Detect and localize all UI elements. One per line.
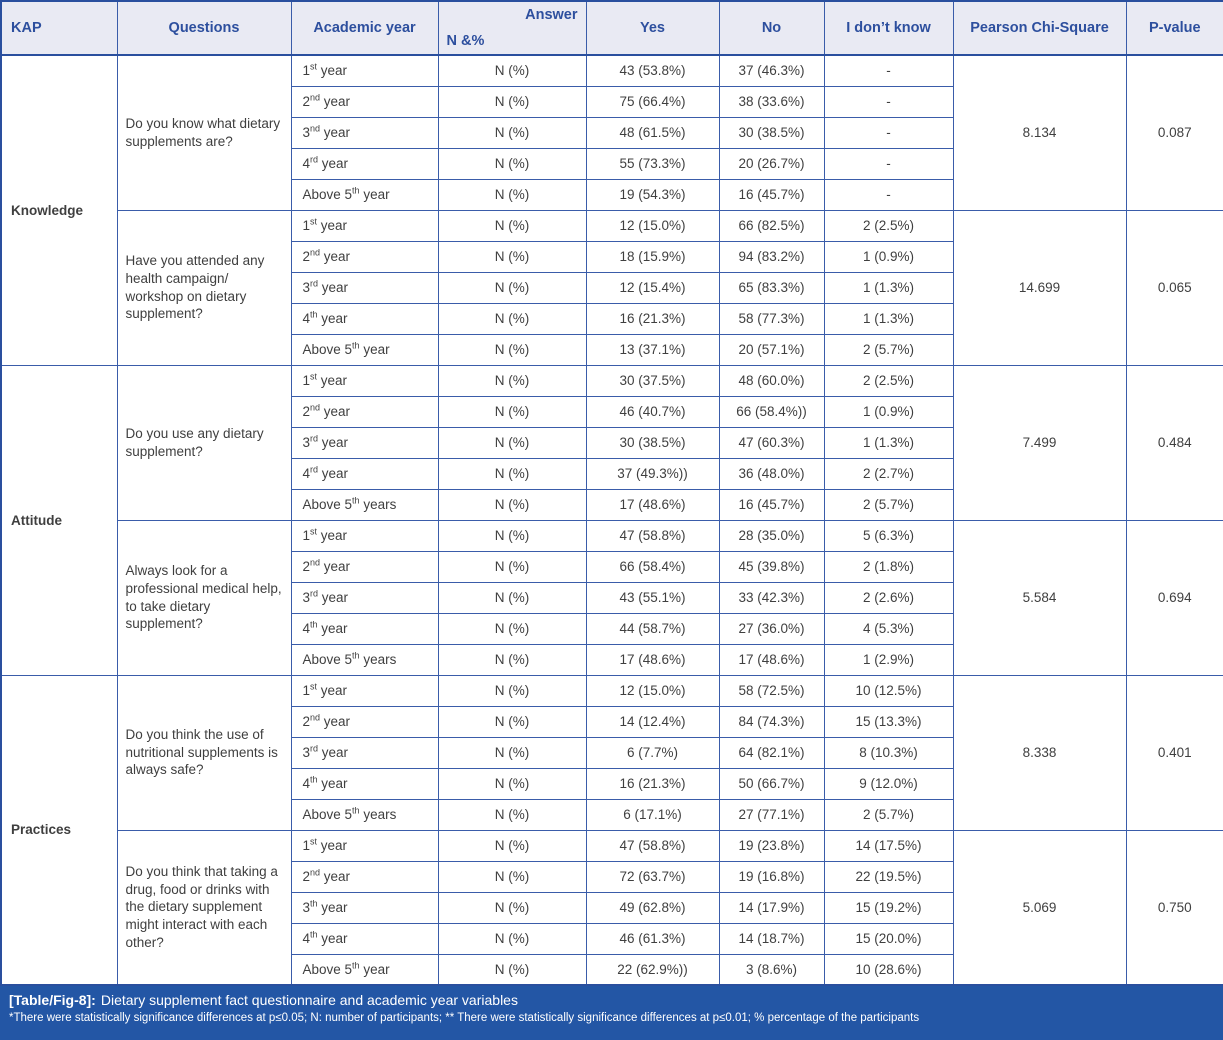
- n-percent-cell: N (%): [438, 179, 586, 210]
- n-percent-cell: N (%): [438, 768, 586, 799]
- chi-square-cell: 5.584: [953, 520, 1126, 675]
- year-word: year: [318, 745, 349, 760]
- year-ordinal: 3: [302, 125, 311, 140]
- idk-value-cell: 1 (1.3%): [824, 303, 953, 334]
- year-ordinal: 4: [302, 621, 311, 636]
- year-ordinal-suffix: th: [352, 495, 360, 506]
- no-value-cell: 27 (77.1%): [719, 799, 824, 830]
- year-word: year: [318, 466, 349, 481]
- year-word: year: [320, 249, 351, 264]
- no-value-cell: 19 (23.8%): [719, 830, 824, 861]
- idk-value-cell: 15 (19.2%): [824, 892, 953, 923]
- n-percent-cell: N (%): [438, 613, 586, 644]
- chi-square-cell: 14.699: [953, 210, 1126, 365]
- year-word: year: [317, 931, 348, 946]
- year-word: year: [317, 218, 348, 233]
- year-word: year: [317, 776, 348, 791]
- table-row: [1, 675, 1223, 706]
- year-ordinal: 3: [302, 590, 311, 605]
- n-percent-cell: N (%): [438, 954, 586, 985]
- academic-year-cell: [291, 117, 438, 148]
- idk-value-cell: 1 (0.9%): [824, 396, 953, 427]
- year-ordinal: 1: [302, 218, 311, 233]
- n-percent-cell: N (%): [438, 520, 586, 551]
- kap-cell: Practices: [1, 675, 117, 985]
- year-ordinal-suffix: st: [310, 681, 318, 692]
- academic-year-cell: [291, 892, 438, 923]
- year-ordinal-suffix: nd: [310, 247, 321, 258]
- question-cell: Do you think that taking a drug, food or drinks with the dietary supplement might interact with each other?: [117, 830, 291, 985]
- academic-year-cell: [291, 830, 438, 861]
- year-word: year: [318, 280, 349, 295]
- n-percent-cell: N (%): [438, 799, 586, 830]
- academic-year-cell: [291, 396, 438, 427]
- year-ordinal: 4: [302, 311, 311, 326]
- year-ordinal: 4: [302, 466, 311, 481]
- table-caption-label: [Table/Fig-8]:: [9, 992, 96, 1008]
- no-value-cell: 16 (45.7%): [719, 489, 824, 520]
- year-word: year: [317, 838, 348, 853]
- year-word: year: [320, 869, 351, 884]
- year-ordinal: 2: [302, 249, 311, 264]
- table-body: [1, 55, 1223, 985]
- idk-value-cell: 15 (20.0%): [824, 923, 953, 954]
- year-ordinal-suffix: th: [352, 650, 360, 661]
- yes-value-cell: 30 (37.5%): [586, 365, 719, 396]
- yes-value-cell: 12 (15.0%): [586, 210, 719, 241]
- year-ordinal-suffix: rd: [310, 588, 319, 599]
- no-value-cell: 16 (45.7%): [719, 179, 824, 210]
- year-word: year: [317, 621, 348, 636]
- year-word: year: [318, 156, 349, 171]
- year-ordinal-suffix: th: [310, 774, 318, 785]
- n-percent-cell: N (%): [438, 644, 586, 675]
- yes-value-cell: 43 (55.1%): [586, 582, 719, 613]
- year-ordinal-suffix: th: [352, 805, 360, 816]
- year-word: years: [359, 652, 397, 667]
- year-ordinal: 1: [302, 838, 311, 853]
- idk-value-cell: 1 (2.9%): [824, 644, 953, 675]
- yes-value-cell: 46 (40.7%): [586, 396, 719, 427]
- year-ordinal: 1: [302, 373, 311, 388]
- yes-value-cell: 22 (62.9%)): [586, 954, 719, 985]
- year-ordinal: 3: [302, 280, 311, 295]
- year-ordinal: Above 5: [302, 187, 353, 202]
- answer-label: Answer: [525, 7, 578, 23]
- idk-value-cell: 2 (1.8%): [824, 551, 953, 582]
- year-ordinal: 1: [302, 528, 311, 543]
- n-percent-cell: N (%): [438, 241, 586, 272]
- academic-year-cell: [291, 613, 438, 644]
- no-value-cell: 28 (35.0%): [719, 520, 824, 551]
- table-caption-text: Dietary supplement fact questionnaire and academic year variables: [100, 992, 518, 1008]
- idk-value-cell: 10 (12.5%): [824, 675, 953, 706]
- academic-year-cell: [291, 799, 438, 830]
- academic-year-cell: [291, 706, 438, 737]
- table-row: [1, 365, 1223, 396]
- year-ordinal: 2: [302, 559, 311, 574]
- n-percent-cell: N (%): [438, 582, 586, 613]
- yes-value-cell: 48 (61.5%): [586, 117, 719, 148]
- academic-year-cell: [291, 334, 438, 365]
- questions-column-header: Questions: [117, 1, 291, 55]
- year-ordinal: 2: [302, 714, 311, 729]
- year-word: year: [320, 125, 351, 140]
- yes-value-cell: 43 (53.8%): [586, 55, 719, 86]
- idk-value-cell: 2 (5.7%): [824, 334, 953, 365]
- yes-value-cell: 17 (48.6%): [586, 644, 719, 675]
- n-percent-cell: N (%): [438, 458, 586, 489]
- answer-n-percent-header: [438, 1, 586, 55]
- year-ordinal-suffix: th: [352, 185, 360, 196]
- year-ordinal: 1: [302, 63, 311, 79]
- idk-value-cell: 4 (5.3%): [824, 613, 953, 644]
- no-value-cell: 30 (38.5%): [719, 117, 824, 148]
- year-ordinal-suffix: th: [352, 960, 360, 971]
- year-word: year: [359, 187, 390, 202]
- kap-cell: Knowledge: [1, 55, 117, 365]
- n-percent-cell: N (%): [438, 272, 586, 303]
- year-ordinal-suffix: nd: [310, 402, 321, 413]
- year-word: year: [317, 683, 348, 698]
- idk-value-cell: 2 (2.7%): [824, 458, 953, 489]
- idk-value-cell: 5 (6.3%): [824, 520, 953, 551]
- idk-value-cell: 1 (1.3%): [824, 427, 953, 458]
- table-row: [1, 210, 1223, 241]
- year-word: year: [318, 590, 349, 605]
- idk-value-cell: 2 (2.5%): [824, 210, 953, 241]
- no-value-cell: 33 (42.3%): [719, 582, 824, 613]
- table-caption-band: [0, 986, 1223, 1040]
- n-percent-cell: N (%): [438, 706, 586, 737]
- year-word: year: [359, 961, 390, 977]
- year-ordinal-suffix: th: [352, 340, 360, 351]
- academic-year-cell: [291, 303, 438, 334]
- year-ordinal-suffix: nd: [310, 92, 321, 103]
- year-word: years: [359, 807, 397, 822]
- chi-square-cell: 8.338: [953, 675, 1126, 830]
- pvalue-column-header: P-value: [1126, 1, 1223, 55]
- idk-value-cell: 2 (2.6%): [824, 582, 953, 613]
- academic-year-column-header: Academic year: [291, 1, 438, 55]
- year-ordinal: 2: [302, 94, 311, 109]
- n-percent-cell: N (%): [438, 551, 586, 582]
- n-percent-cell: N (%): [438, 334, 586, 365]
- year-word: year: [317, 373, 348, 388]
- yes-value-cell: 12 (15.4%): [586, 272, 719, 303]
- n-percent-cell: N (%): [438, 117, 586, 148]
- n-percent-cell: N (%): [438, 396, 586, 427]
- chi-square-column-header: Pearson Chi-Square: [953, 1, 1126, 55]
- academic-year-cell: [291, 458, 438, 489]
- year-word: year: [320, 94, 351, 109]
- year-ordinal-suffix: th: [310, 619, 318, 630]
- year-word: year: [317, 900, 348, 915]
- no-value-cell: 64 (82.1%): [719, 737, 824, 768]
- year-ordinal-suffix: st: [310, 371, 318, 382]
- year-ordinal-suffix: nd: [310, 557, 321, 568]
- year-word: year: [317, 63, 348, 79]
- year-ordinal-suffix: st: [310, 836, 318, 847]
- academic-year-cell: [291, 148, 438, 179]
- year-word: year: [317, 311, 348, 326]
- academic-year-cell: [291, 923, 438, 954]
- year-ordinal-suffix: rd: [310, 743, 319, 754]
- no-value-cell: 27 (36.0%): [719, 613, 824, 644]
- question-cell: Do you use any dietary supplement?: [117, 365, 291, 520]
- year-ordinal-suffix: th: [310, 309, 318, 320]
- idk-value-cell: 14 (17.5%): [824, 830, 953, 861]
- idk-value-cell: -: [824, 179, 953, 210]
- no-value-cell: 17 (48.6%): [719, 644, 824, 675]
- pvalue-cell: 0.087: [1126, 55, 1223, 210]
- idk-value-cell: 22 (19.5%): [824, 861, 953, 892]
- pvalue-cell: 0.065: [1126, 210, 1223, 365]
- pvalue-cell: 0.401: [1126, 675, 1223, 830]
- yes-value-cell: 30 (38.5%): [586, 427, 719, 458]
- year-ordinal: 3: [302, 435, 311, 450]
- academic-year-cell: [291, 644, 438, 675]
- year-ordinal-suffix: nd: [310, 712, 321, 723]
- year-word: year: [320, 404, 351, 419]
- academic-year-cell: [291, 954, 438, 985]
- yes-value-cell: 13 (37.1%): [586, 334, 719, 365]
- no-value-cell: 20 (26.7%): [719, 148, 824, 179]
- question-cell: Do you know what dietary supplements are?: [117, 55, 291, 210]
- no-value-cell: 58 (72.5%): [719, 675, 824, 706]
- academic-year-cell: [291, 768, 438, 799]
- no-value-cell: 3 (8.6%): [719, 954, 824, 985]
- chi-square-cell: 5.069: [953, 830, 1126, 985]
- idk-value-cell: 15 (13.3%): [824, 706, 953, 737]
- table-row: [1, 55, 1223, 86]
- year-ordinal: Above 5: [302, 961, 353, 977]
- year-ordinal-suffix: th: [310, 929, 318, 940]
- no-value-cell: 48 (60.0%): [719, 365, 824, 396]
- year-ordinal: 3: [302, 745, 311, 760]
- table-row: [1, 520, 1223, 551]
- pvalue-cell: 0.694: [1126, 520, 1223, 675]
- no-value-cell: 37 (46.3%): [719, 55, 824, 86]
- academic-year-cell: [291, 86, 438, 117]
- year-ordinal-suffix: st: [310, 216, 318, 227]
- year-word: year: [320, 714, 351, 729]
- idk-value-cell: 8 (10.3%): [824, 737, 953, 768]
- yes-value-cell: 75 (66.4%): [586, 86, 719, 117]
- chi-square-cell: 8.134: [953, 55, 1126, 210]
- yes-value-cell: 47 (58.8%): [586, 830, 719, 861]
- kap-cell: Attitude: [1, 365, 117, 675]
- pvalue-cell: 0.484: [1126, 365, 1223, 520]
- idk-value-cell: -: [824, 86, 953, 117]
- kap-column-header: KAP: [1, 1, 117, 55]
- yes-value-cell: 47 (58.8%): [586, 520, 719, 551]
- n-percent-cell: N (%): [438, 365, 586, 396]
- n-percent-cell: N (%): [438, 210, 586, 241]
- table-caption: [9, 991, 1214, 1010]
- no-value-cell: 45 (39.8%): [719, 551, 824, 582]
- year-word: year: [359, 342, 390, 357]
- idk-value-cell: -: [824, 148, 953, 179]
- pvalue-cell: 0.750: [1126, 830, 1223, 985]
- idk-value-cell: -: [824, 55, 953, 86]
- yes-value-cell: 55 (73.3%): [586, 148, 719, 179]
- n-percent-cell: N (%): [438, 427, 586, 458]
- no-value-cell: 47 (60.3%): [719, 427, 824, 458]
- idk-value-cell: 1 (0.9%): [824, 241, 953, 272]
- yes-value-cell: 19 (54.3%): [586, 179, 719, 210]
- academic-year-cell: [291, 55, 438, 86]
- table-footnote: *There were statistically significance differences at p≤0.05; N: number of participants; ** There were statistically significance differences at p≤0.01; % percentage of the participants: [9, 1011, 920, 1024]
- question-cell: Do you think the use of nutritional supplements is always safe?: [117, 675, 291, 830]
- idk-value-cell: 1 (1.3%): [824, 272, 953, 303]
- n-percent-cell: N (%): [438, 489, 586, 520]
- year-ordinal-suffix: rd: [310, 464, 319, 475]
- question-cell: Always look for a professional medical help, to take dietary supplement?: [117, 520, 291, 675]
- year-ordinal-suffix: rd: [310, 433, 319, 444]
- academic-year-cell: [291, 582, 438, 613]
- chi-square-cell: 7.499: [953, 365, 1126, 520]
- academic-year-cell: [291, 365, 438, 396]
- academic-year-cell: [291, 861, 438, 892]
- year-word: years: [359, 497, 397, 512]
- no-value-cell: 65 (83.3%): [719, 272, 824, 303]
- academic-year-cell: [291, 241, 438, 272]
- year-ordinal-suffix: th: [310, 898, 318, 909]
- no-value-cell: 84 (74.3%): [719, 706, 824, 737]
- yes-value-cell: 6 (7.7%): [586, 737, 719, 768]
- year-ordinal-suffix: st: [310, 526, 318, 537]
- yes-value-cell: 16 (21.3%): [586, 768, 719, 799]
- idk-value-cell: 2 (2.5%): [824, 365, 953, 396]
- idk-value-cell: -: [824, 117, 953, 148]
- no-value-cell: 66 (58.4%)): [719, 396, 824, 427]
- idk-value-cell: 2 (5.7%): [824, 799, 953, 830]
- yes-value-cell: 12 (15.0%): [586, 675, 719, 706]
- n-percent-cell: N (%): [438, 55, 586, 86]
- n-percent-cell: N (%): [438, 861, 586, 892]
- n-percent-cell: N (%): [438, 675, 586, 706]
- year-ordinal: Above 5: [302, 807, 353, 822]
- n-percent-label: N &%: [446, 33, 485, 49]
- table-row: [1, 830, 1223, 861]
- idk-value-cell: 9 (12.0%): [824, 768, 953, 799]
- yes-value-cell: 37 (49.3%)): [586, 458, 719, 489]
- no-value-cell: 14 (17.9%): [719, 892, 824, 923]
- no-value-cell: 94 (83.2%): [719, 241, 824, 272]
- n-percent-cell: N (%): [438, 303, 586, 334]
- idk-value-cell: 2 (5.7%): [824, 489, 953, 520]
- year-ordinal: 4: [302, 931, 311, 946]
- n-percent-cell: N (%): [438, 737, 586, 768]
- no-value-cell: 36 (48.0%): [719, 458, 824, 489]
- year-ordinal-suffix: st: [310, 61, 318, 72]
- yes-value-cell: 72 (63.7%): [586, 861, 719, 892]
- table-header: [1, 1, 1223, 55]
- year-ordinal: 2: [302, 869, 311, 884]
- year-ordinal: 3: [302, 900, 311, 915]
- yes-value-cell: 17 (48.6%): [586, 489, 719, 520]
- year-ordinal-suffix: nd: [310, 867, 321, 878]
- n-percent-cell: N (%): [438, 86, 586, 117]
- year-ordinal: 4: [302, 776, 311, 791]
- year-ordinal: 4: [302, 156, 311, 171]
- year-word: year: [317, 528, 348, 543]
- year-word: year: [320, 559, 351, 574]
- academic-year-cell: [291, 272, 438, 303]
- yes-column-header: Yes: [586, 1, 719, 55]
- idk-value-cell: 10 (28.6%): [824, 954, 953, 985]
- academic-year-cell: [291, 489, 438, 520]
- year-ordinal: Above 5: [302, 342, 353, 357]
- year-ordinal: 2: [302, 404, 311, 419]
- question-cell: Have you attended any health campaign/ workshop on dietary supplement?: [117, 210, 291, 365]
- no-value-cell: 66 (82.5%): [719, 210, 824, 241]
- no-value-cell: 50 (66.7%): [719, 768, 824, 799]
- yes-value-cell: 14 (12.4%): [586, 706, 719, 737]
- academic-year-cell: [291, 210, 438, 241]
- no-value-cell: 58 (77.3%): [719, 303, 824, 334]
- n-percent-cell: N (%): [438, 892, 586, 923]
- no-value-cell: 38 (33.6%): [719, 86, 824, 117]
- academic-year-cell: [291, 520, 438, 551]
- academic-year-cell: [291, 179, 438, 210]
- header-row: [1, 1, 1223, 55]
- academic-year-cell: [291, 427, 438, 458]
- academic-year-cell: [291, 675, 438, 706]
- academic-year-cell: [291, 737, 438, 768]
- yes-value-cell: 16 (21.3%): [586, 303, 719, 334]
- no-value-cell: 14 (18.7%): [719, 923, 824, 954]
- yes-value-cell: 18 (15.9%): [586, 241, 719, 272]
- year-ordinal-suffix: rd: [310, 278, 319, 289]
- no-value-cell: 19 (16.8%): [719, 861, 824, 892]
- yes-value-cell: 66 (58.4%): [586, 551, 719, 582]
- n-percent-cell: N (%): [438, 923, 586, 954]
- yes-value-cell: 44 (58.7%): [586, 613, 719, 644]
- n-percent-cell: N (%): [438, 148, 586, 179]
- year-ordinal-suffix: nd: [310, 123, 321, 134]
- no-value-cell: 20 (57.1%): [719, 334, 824, 365]
- n-percent-cell: N (%): [438, 830, 586, 861]
- year-ordinal: Above 5: [302, 497, 353, 512]
- year-word: year: [318, 435, 349, 450]
- yes-value-cell: 6 (17.1%): [586, 799, 719, 830]
- idk-column-header: I don’t know: [824, 1, 953, 55]
- year-ordinal: 1: [302, 683, 311, 698]
- yes-value-cell: 49 (62.8%): [586, 892, 719, 923]
- year-ordinal-suffix: rd: [310, 154, 319, 165]
- no-column-header: No: [719, 1, 824, 55]
- year-ordinal: Above 5: [302, 652, 353, 667]
- academic-year-cell: [291, 551, 438, 582]
- yes-value-cell: 46 (61.3%): [586, 923, 719, 954]
